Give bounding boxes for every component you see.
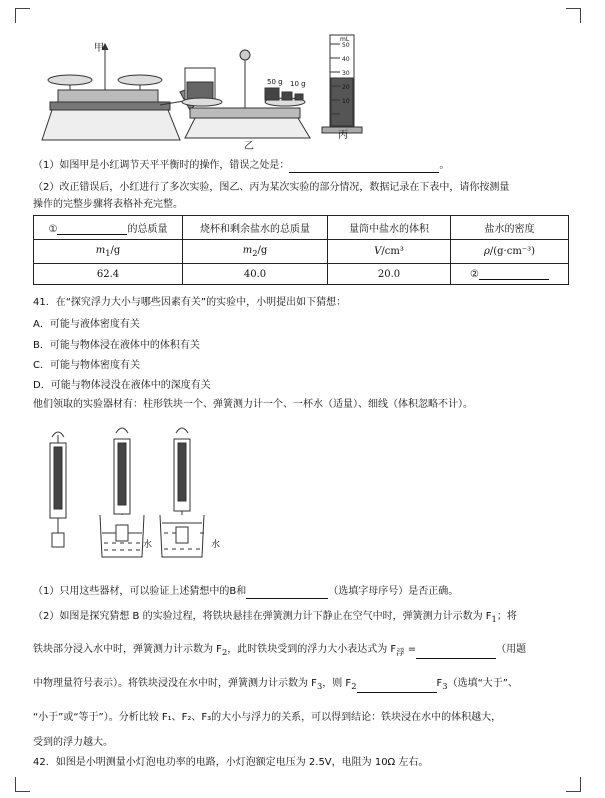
figure-label-yi: 乙 [244, 141, 254, 152]
q41-sub1 [33, 585, 458, 599]
unit-cell-2: $m_2/g$ [183, 240, 328, 264]
weight-label-50g: 50 g [267, 78, 283, 86]
balance-jia [42, 44, 200, 140]
q40-part1-tail: 。 [439, 160, 450, 171]
weight-label-10g: 10 g [290, 80, 306, 88]
value-cell-4: ② [451, 264, 569, 285]
water-label-2: 水 [211, 540, 221, 550]
q40-part1 [33, 159, 449, 173]
q41-option-c: C．可能与物体密度有关 [33, 360, 140, 371]
q41-sub2-blank-2[interactable] [357, 692, 437, 693]
figure-spring-scales [40, 425, 240, 575]
header-cell-3: 量筒中盐水的体积 [328, 216, 451, 240]
balance-yi [182, 50, 310, 138]
q41-option-b: B．可能与物体浸在液体中的体积有关 [33, 340, 200, 351]
header-1-suffix: 的总质量 [127, 224, 168, 235]
table-blank-2[interactable] [479, 279, 549, 280]
q42-text: 42．如图是小明测量小灯泡电功率的电路，小灯泡额定电压为 2.5V，电阻为 10Ω 左右。 [33, 757, 429, 768]
q41-sub1-blank[interactable] [246, 598, 328, 599]
cylinder-tick-40: 40 [342, 56, 350, 63]
q41-sub2-line1: （2）如图是探究猜想 B 的实验过程，将铁块悬挂在弹簧测力计下静止在空气中时，弹簧测力计示数为 $F_1$；将 [33, 611, 517, 624]
crop-mark-top-right [566, 8, 581, 23]
crop-mark-bottom-left [15, 777, 30, 792]
q41-option-a: A．可能与液体密度有关 [33, 319, 140, 330]
cylinder-tick-10: 10 [342, 98, 350, 105]
q41-sub2-line3: 中物理量符号表示）。将铁块浸没在水中时，弹簧测力计示数为 $F_3$，则 $F_2$ $F_3$（选填“大于”、 [33, 678, 518, 691]
unit-cell-1: $m_1/g$ [34, 240, 183, 264]
header-cell-1 [34, 216, 183, 240]
figure-label-jia: 甲 [94, 43, 104, 54]
unit-cell-4: ρ/(g·cm⁻³) [451, 240, 569, 264]
crop-mark-bottom-right [566, 777, 581, 792]
q40-part1-blank[interactable] [289, 172, 439, 173]
q41-sub2-line5: 受到的浮力越大。 [33, 737, 113, 748]
value-cell-3: 20.0 [328, 264, 451, 285]
q41-sub2-line2: 铁块部分浸入水中时，弹簧测力计示数为 $F_2$，此时铁块受到的浮力大小表达式为 $F_浮$ = （用题 [33, 644, 527, 657]
water-label-1: 水 [143, 540, 153, 550]
data-table [33, 215, 569, 285]
q41-sub1-text-b: （选填字母序号）是否正确。 [328, 586, 459, 597]
figure-balance-cylinder [40, 30, 370, 145]
q40-part2-line1: （2）改正错误后，小红进行了多次实验，图乙、丙为某次实验的部分情况，数据记录在下表中，请你按测量 [33, 182, 510, 193]
value-cell-1: 62.4 [34, 264, 183, 285]
table-blank-1[interactable] [57, 234, 127, 235]
header-1-prefix: ① [48, 224, 58, 235]
q41-option-d: D．可能与物体浸没在液体中的深度有关 [33, 380, 211, 391]
header-cell-4: 盐水的密度 [451, 216, 569, 240]
cylinder-unit: mL [340, 36, 350, 43]
cylinder-tick-30: 30 [342, 70, 350, 77]
q40-part1-text: （1）如图甲是小红调节天平平衡时的操作，错误之处是： [33, 160, 290, 171]
q41-materials: 他们领取的实验器材有：柱形铁块一个、弹簧测力计一个、一杯水（适量）、细线（体积忽略不计）。 [33, 399, 473, 410]
q41-sub2-line4: “小于”或“等于”）。分析比较 F₁、F₂、F₃的大小与浮力的关系，可以得到结论：铁块浸在水中的体积越大， [33, 712, 502, 723]
cylinder-tick-20: 20 [342, 84, 350, 91]
q41-sub1-text-a: （1）只用这些器材，可以验证上述猜想中的B和 [33, 586, 247, 597]
header-cell-2: 烧杯和剩余盐水的总质量 [183, 216, 328, 240]
cylinder-tick-50: 50 [342, 42, 350, 49]
q40-part2-line2: 操作的完整步骤将表格补充完整。 [33, 199, 183, 210]
figure-label-bing: 丙 [338, 130, 348, 141]
q41-stem: 41．在“探究浮力大小与哪些因素有关”的实验中，小明提出如下猜想： [33, 297, 347, 308]
value-cell-2: 40.0 [183, 264, 328, 285]
unit-cell-3: V/cm³ [328, 240, 451, 264]
q41-sub2-blank-1[interactable] [416, 658, 496, 659]
crop-mark-top-left [15, 8, 30, 23]
